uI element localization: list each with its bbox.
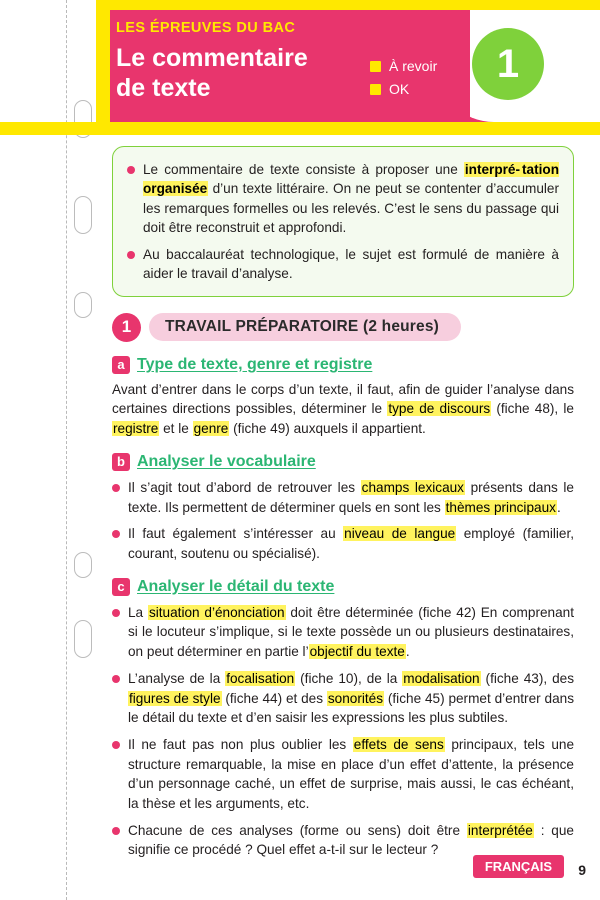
- sub-b-b2-text-1: Il faut également s’intéresser au: [128, 526, 344, 542]
- punch-hole-icon: [74, 196, 92, 234]
- sub-c-c3-text-1: Il ne faut pas non plus oublier les: [128, 736, 353, 752]
- section-header: [112, 313, 574, 342]
- sub-c-c2-text-3: (fiche 43), des: [480, 670, 575, 686]
- sub-c-highlight-3: focalisation: [226, 670, 295, 686]
- kicker-label: LES ÉPREUVES DU BAC: [116, 20, 296, 36]
- sub-c-c2-text-2: (fiche 10), de la: [295, 670, 403, 686]
- intro-bullet-1-text-b: d’un texte littéraire. On ne peut se contenter d’accumuler les remarques formelles ou les relevés. C’est le sens du passage qui doit être reconstruit et approfondi.: [143, 181, 559, 235]
- content-area: [112, 146, 574, 867]
- footer-page-number: 9: [578, 862, 586, 878]
- sub-b-bullet-2: [112, 524, 574, 563]
- intro-bullet-1-text-a: Le commentaire de texte consiste à proposer une: [143, 162, 464, 177]
- header-yellow-left-bar: [96, 10, 110, 122]
- punch-hole-icon: [74, 552, 92, 578]
- sub-a-text-4: (fiche 49) auxquels il appartient.: [229, 421, 426, 437]
- sub-b-highlight-1: champs lexicaux: [361, 479, 464, 495]
- sub-c-c3-text-2: principaux, tels une structure remarquable, la mise en place d’un effet d’attente, la présence d’un personnage caché, un effet de surprise, mais aussi, le cas échéant, la thèse et les arguments, etc.: [128, 736, 575, 812]
- sub-c-highlight-5: figures de style: [129, 690, 221, 706]
- sub-c-c2-text-5: (fiche 45) permet d’entrer dans le détail du texte et d’en saisir les expressions les plus subtiles.: [128, 690, 574, 726]
- sub-c-c1-text-2: doit être déterminée (fiche 42) En comprenant si le locuteur s’implique, si le texte possède un ou plusieurs destinataires, on peut déterminer en partie l’: [128, 604, 574, 660]
- sub-b-highlight-2: thèmes principaux: [445, 499, 556, 515]
- subsection-letter-badge: b: [112, 453, 130, 471]
- sub-a-text-2: (fiche 48), le: [491, 401, 574, 417]
- checkbox-ok-label: OK: [389, 81, 410, 97]
- intro-highlight-1b: tation organisée: [143, 162, 559, 197]
- subsection-letter-badge: c: [112, 578, 130, 596]
- sub-c-highlight-6: sonorités: [327, 690, 384, 706]
- sub-c-c4-text-2: : que signifie ce procédé ? Quel effet a-t-il sur le lecteur ?: [128, 822, 574, 858]
- sub-c-c2-text-4: (fiche 44) et des: [221, 690, 327, 706]
- perforation-dashed-line: [66, 0, 67, 900]
- subsection-b-header: [112, 453, 574, 471]
- intro-callout-box: [112, 146, 574, 297]
- subsection-letter-badge: a: [112, 356, 130, 374]
- sub-c-c4-text-1: Chacune de ces analyses (forme ou sens) doit être: [128, 822, 467, 838]
- sub-c-c1-text-1: La: [128, 604, 148, 620]
- punch-hole-icon: [74, 620, 92, 658]
- section-title-pill: TRAVAIL PRÉPARATOIRE (2 heures): [149, 313, 461, 341]
- sub-a-text-3: et le: [159, 421, 193, 437]
- sub-a-highlight-2: registre: [113, 421, 159, 437]
- sub-b-bullet-1: [112, 478, 574, 517]
- checkbox-icon[interactable]: [370, 61, 381, 72]
- sub-c-c2-text-1: L’analyse de la: [128, 670, 226, 686]
- subsection-b-title: Analyser le vocabulaire: [137, 452, 316, 470]
- sub-b-b1-text-2: présents dans le texte. Ils permettent de déterminer quels en sont les: [128, 479, 574, 515]
- page-title-line2: de texte: [116, 73, 211, 102]
- intro-highlight-1a: interpré-: [464, 162, 520, 177]
- checkbox-ok[interactable]: [370, 81, 437, 97]
- sub-b-b1-text-1: Il s’agit tout d’abord de retrouver les: [128, 479, 361, 495]
- punch-hole-icon: [74, 292, 92, 318]
- sub-b-b1-text-3: .: [556, 499, 561, 515]
- subsection-a-header: [112, 356, 574, 374]
- subsection-c-title: Analyser le détail du texte: [137, 577, 335, 595]
- header-yellow-bottom-bar: [0, 122, 600, 135]
- subsection-a-paragraph: [112, 380, 574, 439]
- sub-c-highlight-1: situation d’énonciation: [148, 604, 285, 620]
- section-number-badge: 1: [112, 313, 141, 342]
- checkbox-a-revoir-label: À revoir: [389, 58, 438, 74]
- sub-a-highlight-3: genre: [193, 421, 229, 437]
- checkbox-icon[interactable]: [370, 84, 381, 95]
- sub-a-text-1: Avant d’entrer dans le corps d’un texte, il faut, afin de guider l’analyse dans certaines directions possibles, déterminer le: [112, 381, 574, 417]
- status-checkboxes: [370, 58, 437, 104]
- sub-b-highlight-3: niveau de langue: [344, 526, 456, 542]
- sub-c-bullet-3: [112, 735, 574, 814]
- subsection-a-title: Type de texte, genre et registre: [137, 355, 373, 373]
- sub-b-b2-text-2: employé (familier, courant, soutenu ou spécialisé).: [128, 526, 574, 561]
- intro-bullet-2: Au baccalauréat technologique, le sujet est formulé de manière à aider le travail d’analyse.: [127, 245, 559, 284]
- intro-bullet-1: [127, 160, 559, 237]
- sub-c-highlight-4: modalisation: [403, 670, 480, 686]
- checkbox-a-revoir[interactable]: [370, 58, 437, 74]
- sub-c-highlight-2: objectif du texte: [309, 644, 405, 660]
- sub-c-bullet-1: [112, 603, 574, 662]
- sub-c-bullet-2: [112, 669, 574, 728]
- footer-subject-tag: FRANÇAIS: [473, 855, 564, 878]
- sub-c-c1-text-3: .: [405, 644, 410, 660]
- page-title-line1: Le commentaire: [116, 44, 308, 72]
- subsection-c-header: [112, 578, 574, 596]
- sub-c-highlight-8: interprétée: [467, 822, 533, 838]
- sub-a-highlight-1: type de discours: [388, 401, 491, 417]
- chapter-number-badge: 1: [472, 28, 544, 100]
- sub-c-highlight-7: effets de sens: [353, 736, 444, 752]
